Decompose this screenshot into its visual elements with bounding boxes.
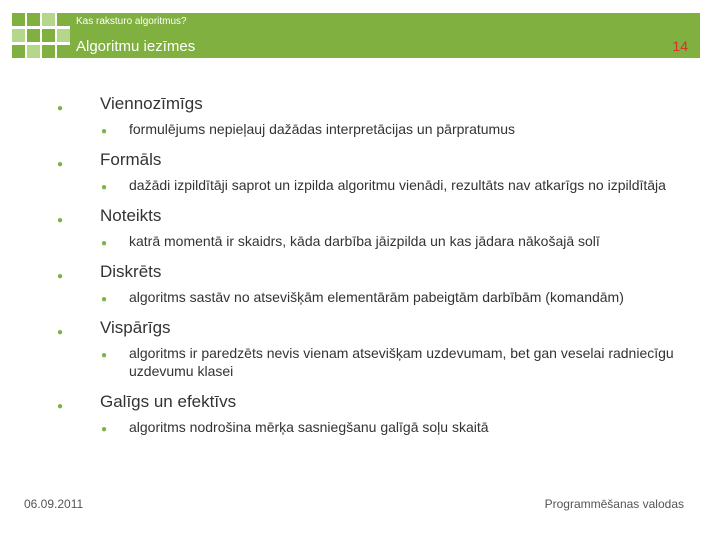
bullet-icon: ● [57,215,64,226]
item-detail: algoritms ir paredzēts nevis vienam atsevišķam uzdevumam, bet gan veselai radniecīgu uzdevumu klasei [129,345,674,379]
footer-date: 06.09.2011 [24,497,84,511]
grid-square [12,13,25,26]
list-item [57,205,697,227]
list-item [57,317,697,339]
item-label: Vispārīgs [100,318,171,337]
item-detail: dažādi izpildītāji saprot un izpilda algoritmu vienādi, rezultāts nav atkarīgs no izpildītāja [129,177,666,193]
grid-square [12,29,25,42]
list-item [57,261,697,283]
bullet-icon: ● [101,126,108,137]
header-kicker: Kas raksturo algoritmus? [76,16,187,27]
footer-course: Programmēšanas valodas [544,497,684,511]
item-detail: algoritms nodrošina mērķa sasniegšanu galīgā soļu skaitā [129,419,489,435]
bullet-icon: ● [101,424,108,435]
grid-square [27,45,40,58]
item-detail: formulējums nepieļauj dažādas interpretācijas un pārpratumus [129,121,515,137]
grid-square [42,29,55,42]
grid-square [42,13,55,26]
item-label: Galīgs un efektīvs [100,392,237,411]
slide-number: 14 [672,38,688,54]
list-subitem [57,344,697,380]
grid-square [27,29,40,42]
list-subitem [57,120,697,138]
bullet-icon: ● [57,159,64,170]
bullet-icon: ● [57,103,64,114]
item-detail: algoritms sastāv no atsevišķām elementārām pabeigtām darbībām (komandām) [129,289,624,305]
bullet-icon: ● [57,401,64,412]
item-label: Diskrēts [100,262,162,281]
bullet-icon: ● [57,271,64,282]
list-subitem [57,288,697,306]
grid-square [57,45,70,58]
list-item [57,391,697,413]
item-label: Noteikts [100,206,162,225]
grid-square [42,45,55,58]
list-item [57,149,697,171]
grid-square [57,13,70,26]
bullet-icon: ● [101,238,108,249]
bullet-icon: ● [101,294,108,305]
bullet-icon: ● [101,350,108,361]
item-detail: katrā momentā ir skaidrs, kāda darbība jāizpilda un kas jādara nākošajā solī [129,233,600,249]
list-subitem [57,418,697,436]
grid-square [57,29,70,42]
list-item [57,93,697,115]
decorative-grid [12,13,70,58]
bullet-icon: ● [57,327,64,338]
list-subitem [57,232,697,250]
item-label: Formāls [100,150,162,169]
bullet-icon: ● [101,182,108,193]
item-label: Viennozīmīgs [100,94,203,113]
grid-square [12,45,25,58]
page-title: Algoritmu iezīmes [76,38,196,55]
list-subitem [57,176,697,194]
bullet-list [57,93,697,436]
grid-square [27,13,40,26]
